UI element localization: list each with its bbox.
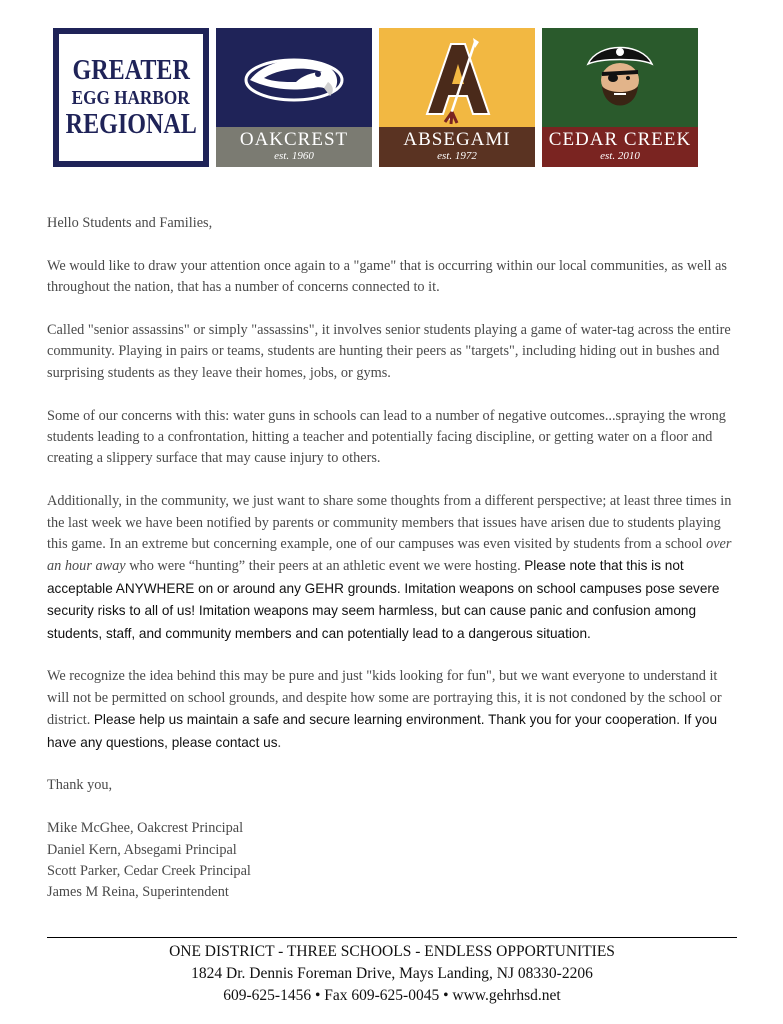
footer-address: 1824 Dr. Dennis Foreman Drive, Mays Landing, NJ 08330-2206 [191,965,593,982]
paragraph-5-part-a: We recognize the idea behind this may be pure and just "kids looking for fun", but we want everyone to understand it will not be permitted on school grounds, and despite how some are portraying this, it is not condoned by the school or district. [47,668,722,729]
school-tile-cedar-creek [542,28,698,167]
school-est-cedar-creek: est. 2010 [600,150,640,162]
signature-line: Daniel Kern, Absegami Principal [47,841,237,858]
school-name-absegami: ABSEGAMI [403,129,511,150]
district-logo-line1: GREATER [72,54,190,86]
letterhead [53,28,698,167]
paragraph-5-end: . [277,734,282,751]
district-logo-line2: EGG HARBOR [71,86,191,109]
paragraph-4-part-a: Additionally, in the community, we just want to share some thoughts from a different perspective; at least three times in the last week we have been notified by parents or community members that issues have arisen due to students playing this game. In an extreme but concerning example, one of our campuses was even visited by students from a school [47,493,732,553]
footer-tagline: ONE DISTRICT - THREE SCHOOLS - ENDLESS OPPORTUNITIES [169,943,615,960]
school-est-oakcrest: est. 1960 [274,150,314,162]
school-name-cedar-creek: CEDAR CREEK [548,129,692,150]
paragraph-5 [47,666,737,754]
footer-contact: 609-625-1456 • Fax 609-625-0045 • www.gehrhsd.net [223,987,561,1004]
district-logo-line3: REGIONAL [65,108,197,140]
paragraph-4 [47,491,737,645]
paragraph-1: We would like to draw your attention once again to a "game" that is occurring within our local communities, as well as throughout the nation, that has a number of concerns connected to it. [47,257,727,296]
paragraph-3: Some of our concerns with this: water guns in schools can lead to a number of negative outcomes...spraying the wrong students leading to a confrontation, hitting a teacher and potentially facing discipline, or getting water on a floor and creating a slippery surface that may cause injury to others. [47,407,726,467]
paragraph-4-part-b: who were “hunting” their peers at an athletic event we were hosting. [125,558,525,575]
school-tile-oakcrest [216,28,372,167]
footer [47,941,737,1007]
signature-line: Scott Parker, Cedar Creek Principal [47,863,251,880]
school-name-oakcrest: OAKCREST [239,129,349,150]
letter-body [47,213,737,904]
school-tile-absegami [379,28,535,167]
paragraph-4-warning: Please note that this is not acceptable ANYWHERE on or around any GEHR grounds. Imitation weapons on school campuses pose severe security risks to all of us! Imitation weapons may seem harmless, but can cause panic and confusion among students, staff, and community members and can potentially lead to a dangerous situation. [47,558,720,641]
signature-line: Mike McGhee, Oakcrest Principal [47,820,244,837]
paragraph-2: Called "senior assassins" or simply "assassins", it involves senior students playing a game of water-tag across the entire community. Playing in pairs or teams, students are hunting their peers as "targets", including hiding out in bushes and surprising students as they leave their homes, jobs, or gyms. [47,322,731,381]
footer-divider [47,937,737,938]
district-logo [53,28,209,167]
paragraph-5-request: Please help us maintain a safe and secure learning environment. Thank you for your cooperation. If you have any questions, please contact us [47,712,718,750]
signature-block [47,818,737,904]
greeting: Hello Students and Families, [47,215,213,231]
paragraph-4-emphasis: over an hour away [47,536,732,575]
pirate-icon [542,28,698,127]
letter-a-arrow-icon [379,28,535,127]
school-est-absegami: est. 1972 [437,150,477,162]
closing: Thank you, [47,777,113,794]
hawk-icon [216,28,372,127]
signature-line: James M Reina, Superintendent [47,884,229,901]
